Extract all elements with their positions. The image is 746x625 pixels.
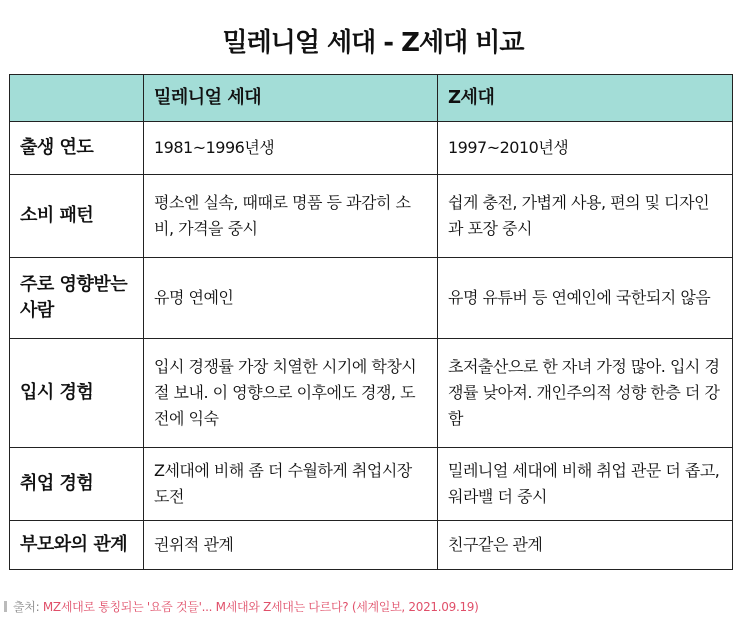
source-caption <box>4 598 479 615</box>
table-row <box>10 258 733 339</box>
millennial-cell: Z세대에 비해 좀 더 수월하게 취업시장 도전 <box>144 448 438 521</box>
row-label: 주로 영향받는 사람 <box>10 258 144 339</box>
millennial-cell: 권위적 관계 <box>144 521 438 570</box>
table-row <box>10 175 733 258</box>
genz-cell: 밀레니얼 세대에 비해 취업 관문 더 좁고, 워라밸 더 중시 <box>438 448 733 521</box>
row-label: 입시 경험 <box>10 339 144 448</box>
comparison-table <box>9 74 733 570</box>
table-row <box>10 339 733 448</box>
row-label: 출생 연도 <box>10 122 144 175</box>
genz-cell: 쉽게 충전, 가볍게 사용, 편의 및 디자인과 포장 중시 <box>438 175 733 258</box>
millennial-cell: 평소엔 실속, 때때로 명품 등 과감히 소비, 가격을 중시 <box>144 175 438 258</box>
row-label: 소비 패턴 <box>10 175 144 258</box>
genz-cell: 유명 유튜버 등 연예인에 국한되지 않음 <box>438 258 733 339</box>
table-row <box>10 448 733 521</box>
header-millennial: 밀레니얼 세대 <box>144 75 438 122</box>
genz-cell: 1997~2010년생 <box>438 122 733 175</box>
table-row <box>10 521 733 570</box>
source-prefix: 출처: <box>13 600 43 614</box>
table-row <box>10 122 733 175</box>
millennial-cell: 1981~1996년생 <box>144 122 438 175</box>
row-label: 부모와의 관계 <box>10 521 144 570</box>
header-genz: Z세대 <box>438 75 733 122</box>
millennial-cell: 입시 경쟁률 가장 치열한 시기에 학창시절 보내. 이 영향으로 이후에도 경쟁, 도전에 익숙 <box>144 339 438 448</box>
millennial-cell: 유명 연예인 <box>144 258 438 339</box>
header-corner-cell <box>10 75 144 122</box>
caption-bar-icon <box>4 601 7 612</box>
genz-cell: 초저출산으로 한 자녀 가정 많아. 입시 경쟁률 낮아져. 개인주의적 성향 한층 더 강함 <box>438 339 733 448</box>
page-title: 밀레니얼 세대 - Z세대 비교 <box>222 28 524 58</box>
table-header-row <box>10 75 733 122</box>
source-link[interactable]: MZ세대로 통칭되는 '요즘 것들'... M세대와 Z세대는 다르다? (세계일보, 2021.09.19) <box>42 600 479 614</box>
genz-cell: 친구같은 관계 <box>438 521 733 570</box>
row-label: 취업 경험 <box>10 448 144 521</box>
